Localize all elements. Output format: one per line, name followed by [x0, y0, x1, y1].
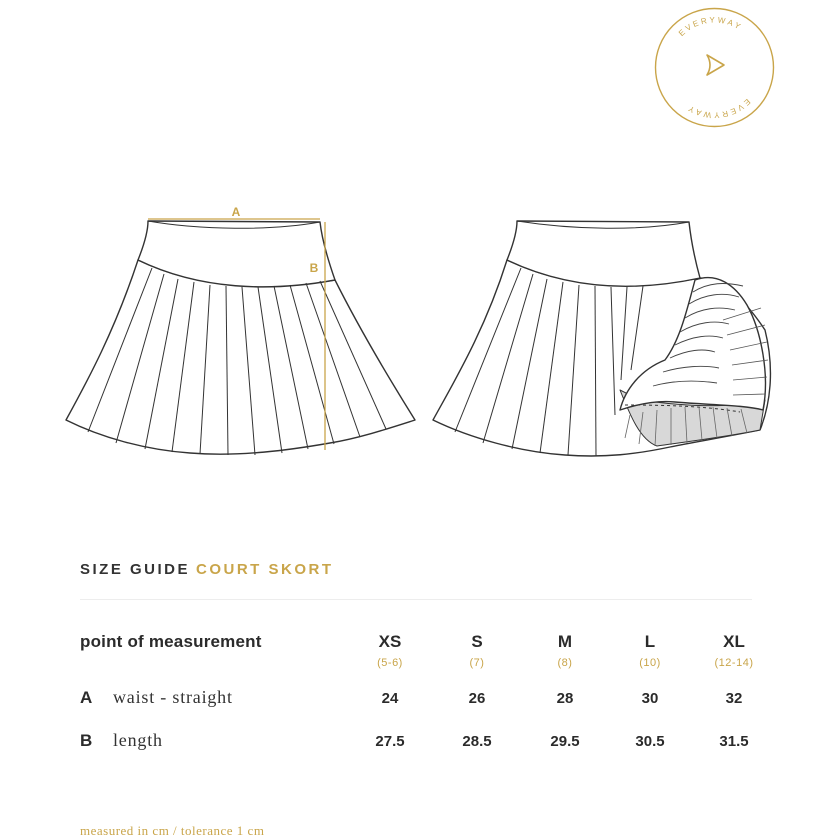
size-s: S [471, 632, 483, 651]
row-a-label: waist - straight [113, 687, 233, 707]
logo-text: EVERYWAY [676, 15, 745, 39]
row-b-value-xl: 31.5 [719, 733, 749, 750]
table-header-label: point of measurement [80, 632, 262, 651]
row-b-value-xs: 27.5 [375, 733, 405, 750]
size-xs: XS [378, 632, 402, 651]
skort-back-diagram [425, 200, 785, 470]
title-product-name: COURT SKORT [196, 561, 334, 578]
skort-front-diagram [60, 200, 420, 470]
row-a-key: A [80, 688, 93, 707]
size-m: M [557, 632, 573, 651]
row-a-value-xl: 32 [725, 690, 743, 707]
measurement-footnote: measured in cm / tolerance 1 cm [80, 823, 265, 838]
row-b-value-m: 29.5 [550, 733, 580, 750]
measure-label-a: A [231, 205, 241, 219]
title-size-guide: SIZE GUIDE [80, 561, 191, 578]
row-b-value-l: 30.5 [635, 733, 665, 750]
age-m: (8) [557, 657, 573, 669]
divider [80, 599, 752, 600]
logo-text-2: EVERYWAY [684, 96, 753, 120]
row-a-value-m: 28 [556, 690, 574, 707]
age-xl: (12-14) [714, 657, 754, 669]
row-a-value-xs: 24 [381, 690, 399, 707]
row-b-label: length [113, 730, 163, 750]
play-arrow-icon [707, 55, 724, 75]
everyway-logo [652, 5, 777, 130]
row-a-value-l: 30 [641, 690, 659, 707]
size-xl: XL [723, 632, 745, 651]
age-l: (10) [639, 657, 661, 669]
row-b-value-s: 28.5 [462, 733, 492, 750]
svg-text:EVERYWAY [685, 97, 752, 120]
row-b-key: B [80, 731, 93, 750]
measure-label-b: B [309, 261, 319, 275]
age-xs: (5-6) [377, 657, 403, 669]
age-s: (7) [469, 657, 485, 669]
size-l: L [644, 632, 656, 651]
row-a-value-s: 26 [468, 690, 486, 707]
svg-text:EVERYWAY [677, 15, 744, 38]
size-guide-title [80, 561, 334, 578]
